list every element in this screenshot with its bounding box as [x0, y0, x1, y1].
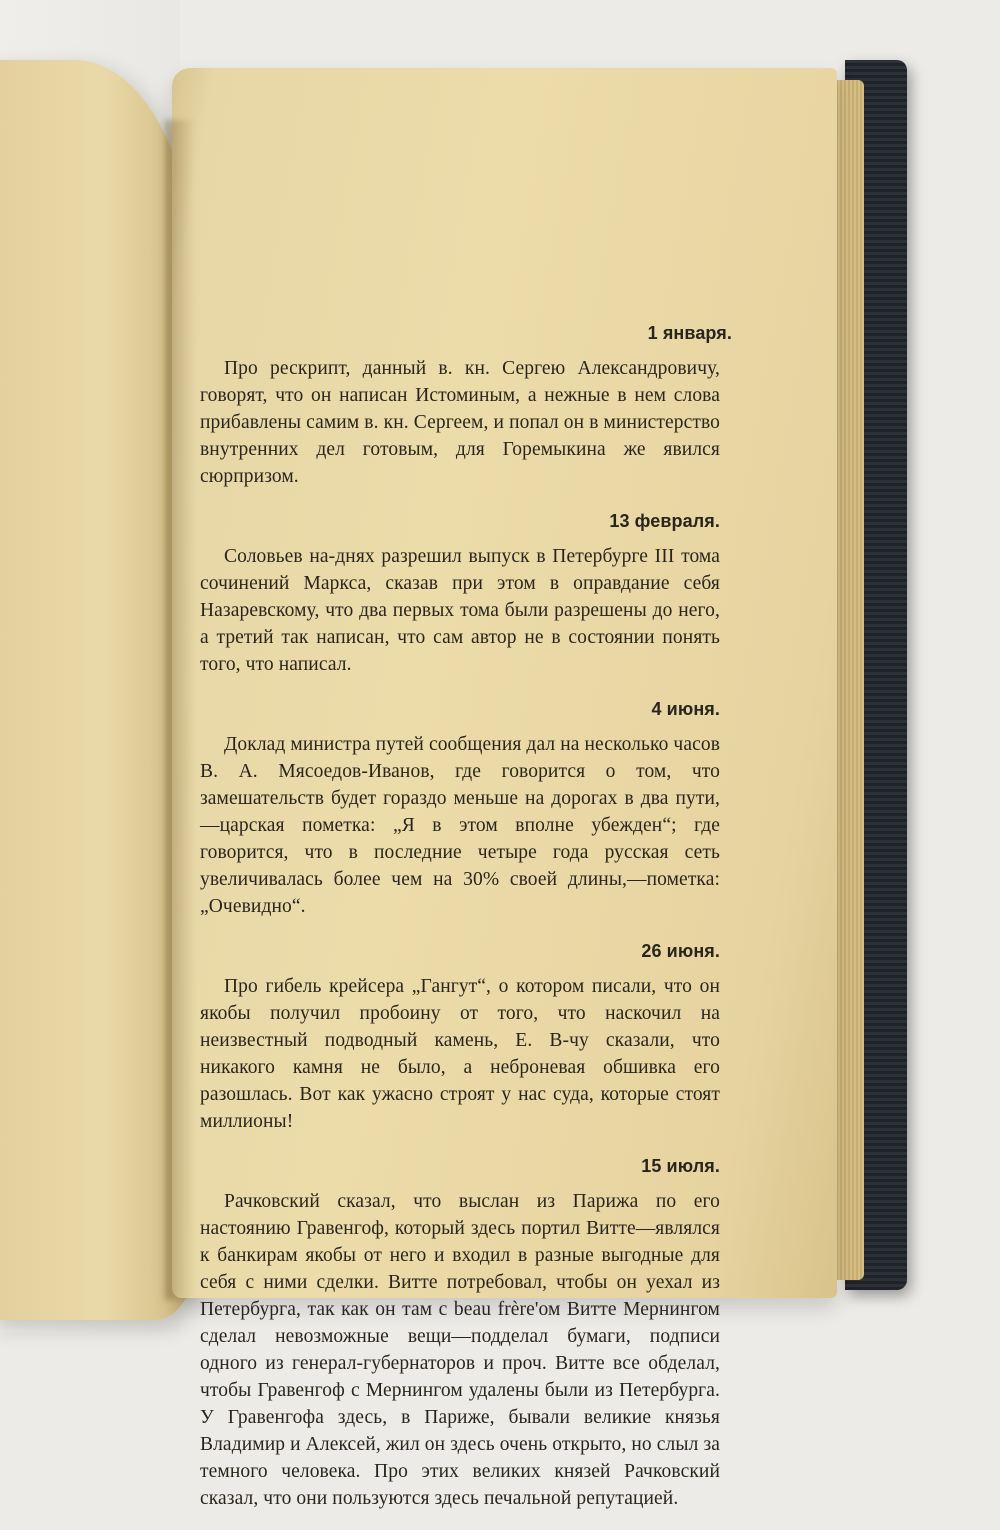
book-gutter — [165, 120, 195, 1300]
diary-entry — [200, 320, 732, 490]
entry-text: Про рескрипт, данный в. кн. Сергею Александровичу, говорят, что он написан Истоминым, а нежные в нем слова прибавлены самим в. кн. Сергеем, и попал он в министерство внутренних дел готовым, для Горемыкина же явился сюрпризом. — [200, 358, 720, 487]
entry-text: Рачковский сказал, что выслан из Парижа по его настоянию Гравенгоф, который здесь портил Витте—являлся к банкирам якобы от него и входил в разные выгодные для себя с ними сделки. Витте потребовал, чтобы он уехал из Петербурга, так как он там с beau frère'ом Витте Мернингом сделал невозможные вещи—подделал бумаги, подписи одного из генерал-губернаторов и проч. Витте все обделал, чтобы Гравенгоф с Мернингом удалены были из Петербурга. У Гравенгофа здесь, в Париже, бывали великие князья Владимир и Алексей, жил он здесь очень открыто, но слыл за темного человека. Про этих великих князей Рачковский сказал, что они пользуются здесь печальной репутацией. — [200, 1191, 720, 1509]
diary-entry — [200, 508, 720, 678]
entry-text: Доклад министра путей сообщения дал на несколько часов В. А. Мясоедов-Иванов, где говорится о том, что замешательств будет гораздо меньше на дорогах в два пути,—царская пометка: „Я в этом вполне убежден“; где говорится, что в последние четыре года русская сеть увеличивалась более чем на 30% своей длины,—пометка: „Очевидно“. — [200, 734, 720, 917]
entry-date: 26 июня. — [641, 941, 720, 961]
diary-entry — [200, 938, 720, 1135]
diary-entry — [200, 696, 720, 920]
page-text — [200, 320, 732, 1530]
entry-date: 1 января. — [647, 323, 732, 343]
entry-date: 13 февраля. — [609, 511, 720, 531]
entry-date: 15 июля. — [641, 1156, 720, 1176]
entry-text: Про гибель крейсера „Гангут“, о котором писали, что он якобы получил пробоину от того, что наскочил на неизвестный подводный камень, Е. В-чу сказали, что никакого камня не было, а неброневая обшивка его разошлась. Вот как ужасно строят у нас суда, которые стоят миллионы! — [200, 976, 720, 1132]
entry-text: Соловьев на-днях разрешил выпуск в Петербурге III тома сочинений Маркса, сказав при этом в оправдание себя Назаревскому, что два первых тома были разрешены до него, а третий так написан, что сам автор не в состоянии понять того, что написал. — [200, 546, 720, 675]
entry-date: 4 июня. — [651, 699, 720, 719]
